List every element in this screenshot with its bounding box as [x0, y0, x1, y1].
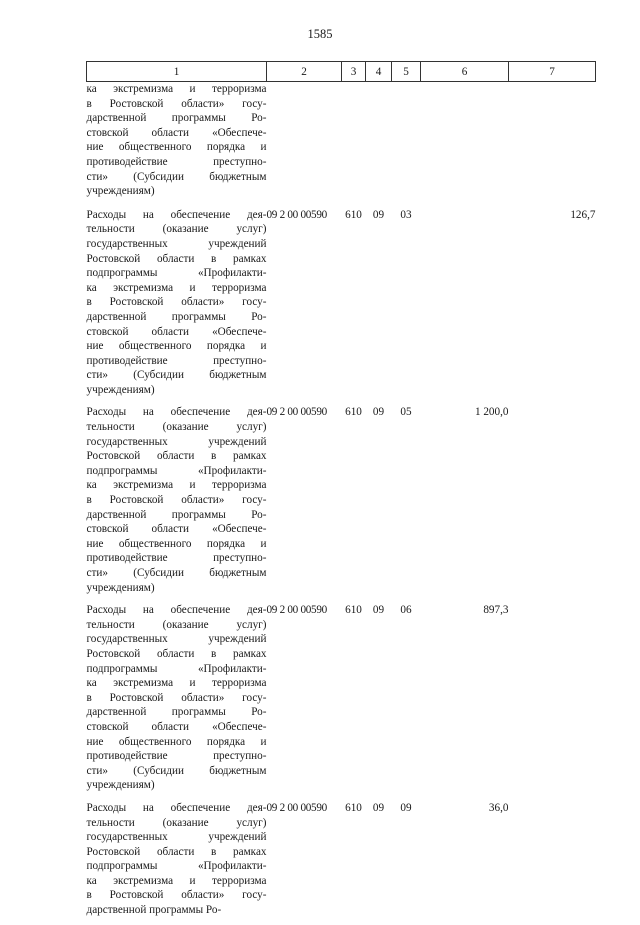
- description-line: дарственной программы Ро-: [86, 706, 267, 719]
- header-col-7: 7: [509, 62, 596, 82]
- expense-type-cell: 610: [345, 208, 362, 221]
- description-line: стовской области «Обеспече-: [86, 523, 267, 536]
- target-code-cell: 09 2 00 00590: [266, 406, 327, 419]
- header-col-3: 3: [342, 62, 366, 82]
- description-line: Ростовской области в рамках: [86, 647, 267, 660]
- subsection-cell: 03: [400, 208, 412, 221]
- empty-cell: [342, 82, 366, 207]
- description-line: дарственной программы Ро-: [86, 112, 267, 125]
- subsection-cell: 09: [400, 801, 412, 814]
- budget-table: [86, 61, 596, 925]
- target-code-cell: 09 2 00 00590: [266, 801, 327, 814]
- description-line: противодействие преступно-: [86, 354, 267, 367]
- description-line: учреждениям): [86, 581, 155, 594]
- description-line: государственных учреждений: [86, 237, 267, 250]
- description-line: Ростовской области в рамках: [86, 845, 267, 858]
- section-cell: 09: [372, 604, 385, 617]
- description-line: тельности (оказание услуг): [86, 421, 267, 434]
- description-line: ка экстремизма и терроризма: [86, 677, 267, 690]
- description-line: дарственной программы Ро-: [86, 904, 222, 917]
- amount-col7-cell: [509, 404, 596, 602]
- description-cell: [87, 404, 267, 602]
- description-line: стовской области «Обеспече-: [86, 325, 267, 338]
- description-line: ка экстремизма и терроризма: [86, 479, 267, 492]
- table-row: [87, 207, 596, 405]
- description-line: противодействие преступно-: [86, 750, 267, 763]
- description-line: тельности (оказание услуг): [86, 223, 267, 236]
- expense-type-cell: 610: [345, 801, 362, 814]
- description-line: в Ростовской области» госу-: [86, 494, 267, 507]
- section-cell: 09: [372, 208, 385, 221]
- amount-col7-cell: 126,7: [570, 208, 596, 221]
- header-col-6: 6: [421, 62, 509, 82]
- target-code-cell: 09 2 00 00590: [266, 604, 327, 617]
- table-row: [87, 800, 596, 925]
- description-line: тельности (оказание услуг): [86, 618, 267, 631]
- description-line: сти» (Субсидии бюджетным: [86, 764, 267, 777]
- description-line: подпрограммы «Профилакти-: [86, 860, 267, 873]
- empty-cell: [421, 82, 509, 207]
- description-line: дарственной программы Ро-: [86, 508, 267, 521]
- empty-cell: [366, 82, 392, 207]
- description-line: стовской области «Обеспече-: [86, 720, 267, 733]
- table-row: [87, 404, 596, 602]
- header-row: [87, 62, 596, 82]
- description-line: подпрограммы «Профилакти-: [86, 662, 267, 675]
- page-number: 1585: [307, 27, 333, 41]
- subsection-cell: 05: [400, 406, 412, 419]
- amount-col7-cell: [509, 602, 596, 800]
- description-line: государственных учреждений: [86, 633, 267, 646]
- description-line: сти» (Субсидии бюджетным: [86, 170, 267, 183]
- expense-type-cell: 610: [345, 406, 362, 419]
- description-line: противодействие преступно-: [86, 552, 267, 565]
- amount-col6-cell: [421, 207, 509, 405]
- description-line: государственных учреждений: [86, 435, 267, 448]
- description-line: стовской области «Обеспече-: [86, 126, 267, 139]
- table-row-continuation: [87, 82, 596, 207]
- empty-cell: [267, 82, 342, 207]
- description-line: сти» (Субсидии бюджетным: [86, 369, 267, 382]
- expense-type-cell: 610: [345, 604, 362, 617]
- description-line: подпрограммы «Профилакти-: [86, 464, 267, 477]
- description-line: учреждениям): [86, 185, 155, 198]
- description-line: Ростовской области в рамках: [86, 252, 267, 265]
- description-line: в Ростовской области» госу-: [86, 296, 267, 309]
- description-line: противодействие преступно-: [86, 155, 267, 168]
- subsection-cell: 06: [400, 604, 412, 617]
- description-line: ка экстремизма и терроризма: [86, 83, 267, 95]
- section-cell: 09: [372, 801, 385, 814]
- description-line: дарственной программы Ро-: [86, 310, 267, 323]
- description-line: подпрограммы «Профилакти-: [86, 267, 267, 280]
- description-cell: [87, 800, 267, 925]
- description-line: ние общественного порядка и: [86, 537, 267, 550]
- table-row: [87, 602, 596, 800]
- description-line: в Ростовской области» госу-: [86, 97, 267, 110]
- description-line: в Ростовской области» госу-: [86, 691, 267, 704]
- description-line: тельности (оказание услуг): [86, 816, 267, 829]
- description-line: Ростовской области в рамках: [86, 450, 267, 463]
- description-line: ние общественного порядка и: [86, 141, 267, 154]
- target-code-cell: 09 2 00 00590: [266, 208, 327, 221]
- description-cell: [87, 602, 267, 800]
- header-col-1: 1: [87, 62, 267, 82]
- description-line: Расходы на обеспечение дея-: [86, 604, 267, 617]
- amount-col6-cell: 897,3: [483, 604, 509, 617]
- description-line: ка экстремизма и терроризма: [86, 874, 267, 887]
- description-line: ние общественного порядка и: [86, 340, 267, 353]
- empty-cell: [509, 82, 596, 207]
- description-line: ние общественного порядка и: [86, 735, 267, 748]
- header-col-4: 4: [366, 62, 392, 82]
- description-line: Расходы на обеспечение дея-: [86, 406, 267, 419]
- description-line: в Ростовской области» госу-: [86, 889, 267, 902]
- description-cell: [87, 82, 267, 207]
- description-line: сти» (Субсидии бюджетным: [86, 567, 267, 579]
- header-col-2: 2: [267, 62, 342, 82]
- description-line: Расходы на обеспечение дея-: [86, 801, 267, 814]
- section-cell: 09: [372, 406, 385, 419]
- description-line: Расходы на обеспечение дея-: [86, 208, 267, 221]
- description-line: учреждениям): [86, 779, 155, 792]
- description-line: учреждениям): [86, 383, 155, 396]
- amount-col7-cell: [509, 800, 596, 925]
- description-line: ка экстремизма и терроризма: [86, 281, 267, 294]
- header-col-5: 5: [392, 62, 421, 82]
- amount-col6-cell: 1 200,0: [474, 406, 509, 419]
- description-cell: [87, 207, 267, 405]
- amount-col6-cell: 36,0: [488, 801, 509, 814]
- empty-cell: [392, 82, 421, 207]
- description-line: государственных учреждений: [86, 831, 267, 844]
